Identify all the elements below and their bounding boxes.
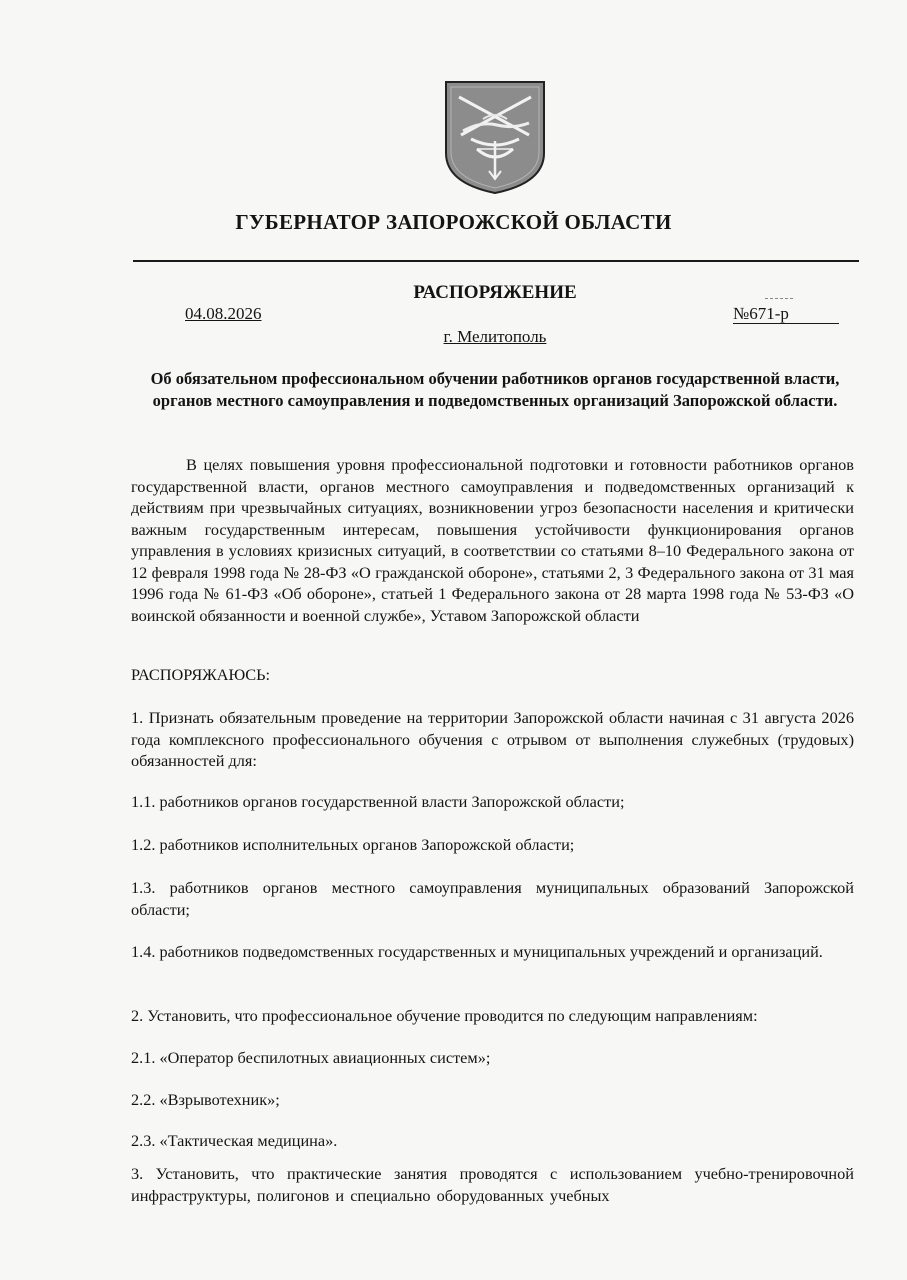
number-underline	[733, 323, 839, 324]
clause-1-1: 1.1. работников органов государственной власти Запорожской области;	[131, 792, 625, 811]
clause-2-3: 2.3. «Тактическая медицина».	[131, 1131, 338, 1150]
document-date: 04.08.2026	[185, 304, 262, 323]
document-number: №671-р	[733, 304, 789, 323]
issuing-authority: ГУБЕРНАТОР ЗАПОРОЖСКОЙ ОБЛАСТИ	[235, 210, 672, 234]
document-title: Об обязательном профессиональном обучении работников органов государственной власти, органов местного самоуправления и подведомственных организаций Запорожской области.	[150, 369, 840, 410]
clause-1-4: 1.4. работников подведомственных государственных и муниципальных учреждений и организаций.	[131, 942, 823, 961]
document-city: г. Мелитополь	[443, 327, 547, 346]
clause-2: 2. Установить, что профессиональное обучение проводится по следующим направлениям:	[131, 1006, 758, 1025]
clause-1-3: 1.3. работников органов местного самоуправления муниципальных образований Запорожской области;	[131, 878, 854, 919]
clause-2-1: 2.1. «Оператор беспилотных авиационных систем»;	[131, 1048, 491, 1067]
scan-mark	[765, 298, 793, 300]
resolve-heading: РАСПОРЯЖАЮСЬ:	[131, 665, 270, 684]
zaporozhye-coat-of-arms-icon	[443, 79, 547, 195]
clause-3: 3. Установить, что практические занятия проводятся с использованием учебно-тренировочной инфраструктуры, полигонов и специально оборудованных учебных	[131, 1164, 854, 1205]
clause-1: 1. Признать обязательным проведение на территории Запорожской области начиная с 31 августа 2026 года комплексного профессионального обучения с отрывом от выполнения служебных (трудовых) обязанностей для:	[131, 708, 854, 770]
clause-1-2: 1.2. работников исполнительных органов Запорожской области;	[131, 835, 575, 854]
document-type: РАСПОРЯЖЕНИЕ	[413, 282, 577, 303]
header-divider	[133, 260, 859, 262]
clause-2-2: 2.2. «Взрывотехник»;	[131, 1090, 280, 1109]
preamble-paragraph: В целях повышения уровня профессиональной подготовки и готовности работников органов государственной власти, органов местного самоуправления и подведомственных организаций к действиям при чрезвычайных ситуациях, возникновении угроз безопасности населения и критически важным государственным интересам, повышения устойчивости функционирования органов управления в условиях кризисных ситуаций, в соответствии со статьями 8–10 Федерального закона от 12 февраля 1998 года № 28-ФЗ «О гражданской обороне», статьями 2, 3 Федерального закона от 31 мая 1996 года № 61-ФЗ «Об обороне», статьей 1 Федерального закона от 28 марта 1998 года № 53-ФЗ «О воинской обязанности и военной службе», Уставом Запорожской области	[131, 455, 854, 625]
